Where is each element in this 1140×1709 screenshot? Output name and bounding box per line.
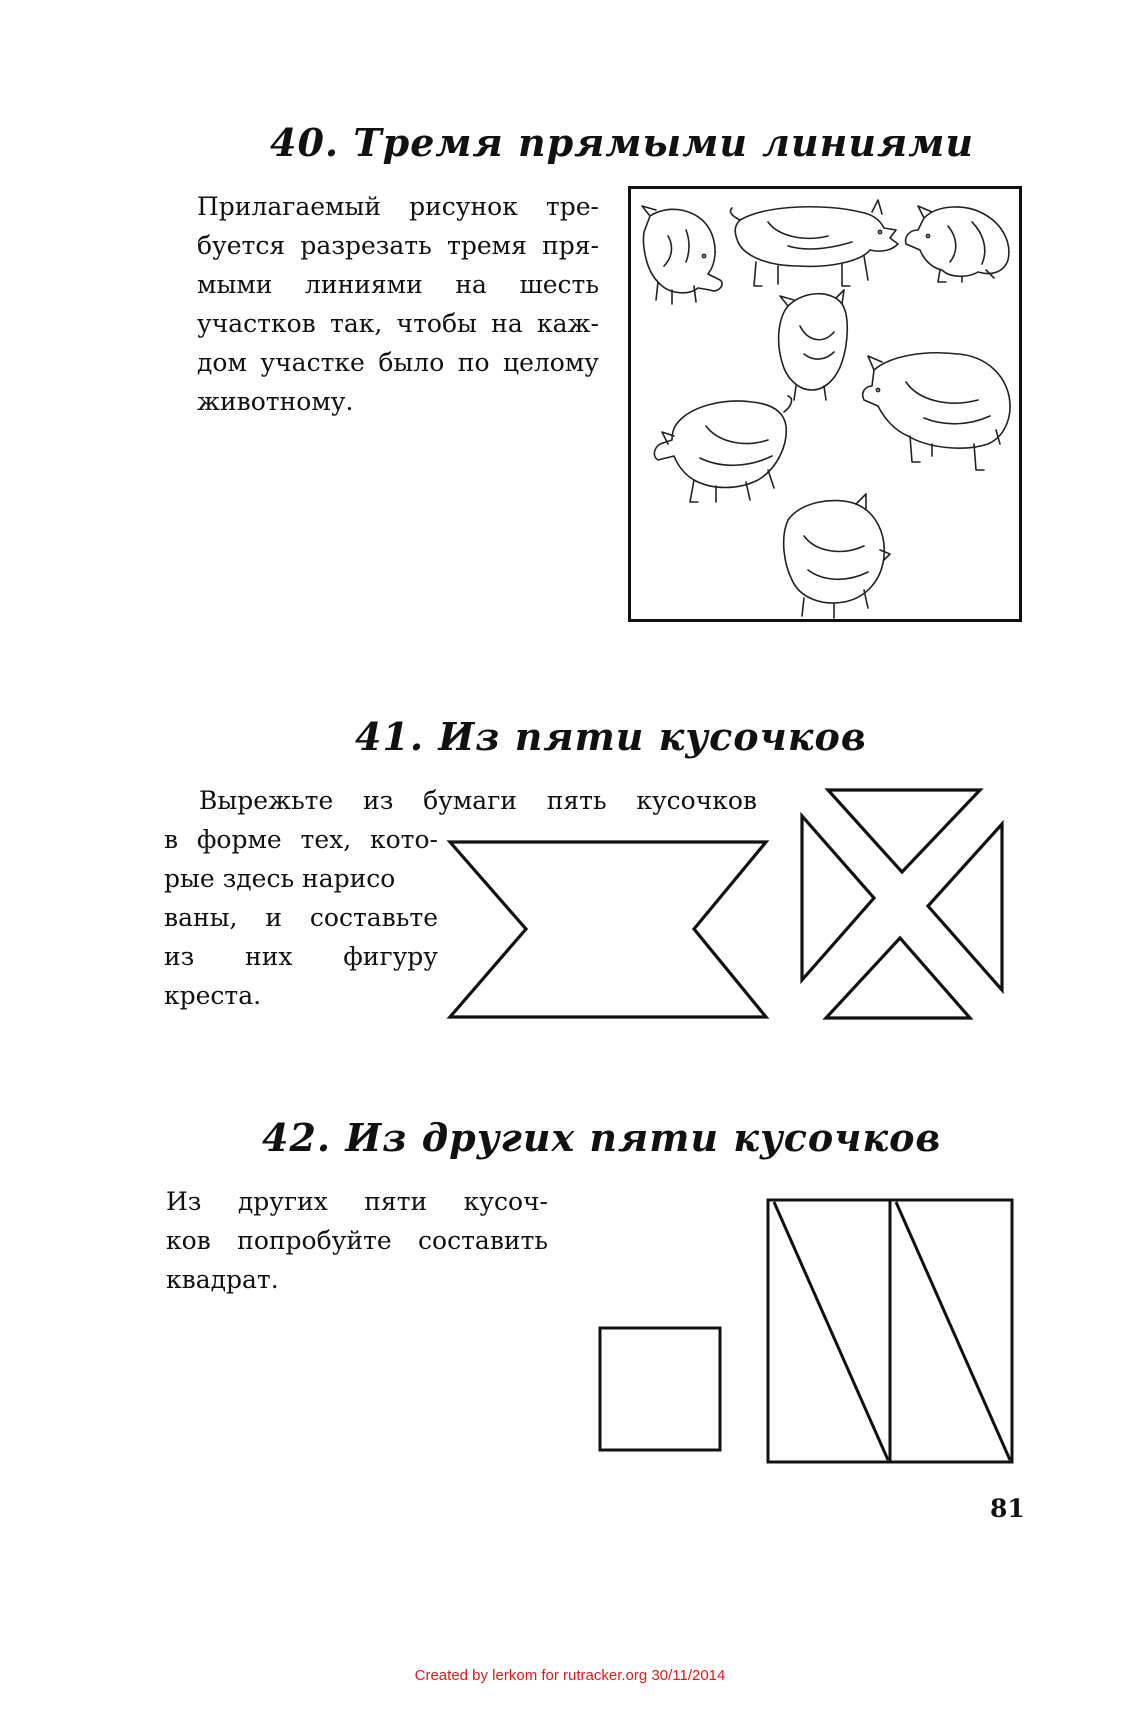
- page-number: 81: [990, 1494, 1025, 1523]
- text-line: буется разрезать тремя пря-: [197, 231, 599, 260]
- text-line: мыми линиями на шесть: [197, 270, 599, 299]
- text-line: рые здесь нарисо: [164, 864, 396, 893]
- bottom-triangle-piece: [826, 938, 970, 1018]
- pig-illustration: [906, 206, 1009, 282]
- text-line: из них фигуру: [164, 942, 438, 971]
- text-line: квадрат.: [166, 1265, 279, 1294]
- pig-illustration: [784, 494, 890, 618]
- problem-40-text: [197, 187, 599, 421]
- pig-illustration: [642, 206, 722, 304]
- problem-40-title: 40. Тремя прямыми линиями: [270, 120, 974, 165]
- pig-illustration: [863, 353, 1010, 470]
- text-line: дом участке было по целому: [197, 348, 599, 377]
- diagonal-cut: [774, 1202, 888, 1460]
- small-square-piece: [600, 1328, 720, 1450]
- text-line: ков попробуйте составить: [166, 1226, 548, 1255]
- diagonal-cut: [896, 1202, 1010, 1460]
- problem-41-title: 41. Из пяти кусочков: [355, 714, 867, 759]
- text-line: в форме тех, кото-: [164, 825, 438, 854]
- footer-credit: Created by lerkom for rutracker.org 30/11/2014: [414, 1667, 726, 1684]
- top-triangle-piece: [828, 790, 980, 872]
- text-line: креста.: [164, 981, 262, 1010]
- square-pieces-figure: [596, 1196, 1016, 1470]
- cross-pieces-figure: [440, 778, 1010, 1028]
- pig-illustration: [654, 396, 791, 502]
- text-line: Вырежьте из бумаги пять кусочков: [199, 786, 757, 815]
- problem-42-text: [166, 1182, 548, 1299]
- text-line: участков так, чтобы на каж-: [197, 309, 599, 338]
- problem-41-text: [164, 820, 438, 1015]
- pig-illustration: [730, 200, 898, 286]
- text-line: Из других пяти кусоч-: [166, 1187, 548, 1216]
- text-line: ваны, и составьте: [164, 903, 438, 932]
- pig-illustration: [779, 290, 848, 400]
- right-triangle-piece: [928, 824, 1002, 990]
- problem-42-title: 42. Из других пяти кусочков: [262, 1115, 942, 1160]
- left-triangle-piece: [802, 816, 874, 980]
- text-line: животному.: [197, 387, 354, 416]
- text-line: Прилагаемый рисунок тре-: [197, 192, 599, 221]
- pigs-picture: [628, 186, 1022, 622]
- hourglass-piece: [450, 842, 766, 1017]
